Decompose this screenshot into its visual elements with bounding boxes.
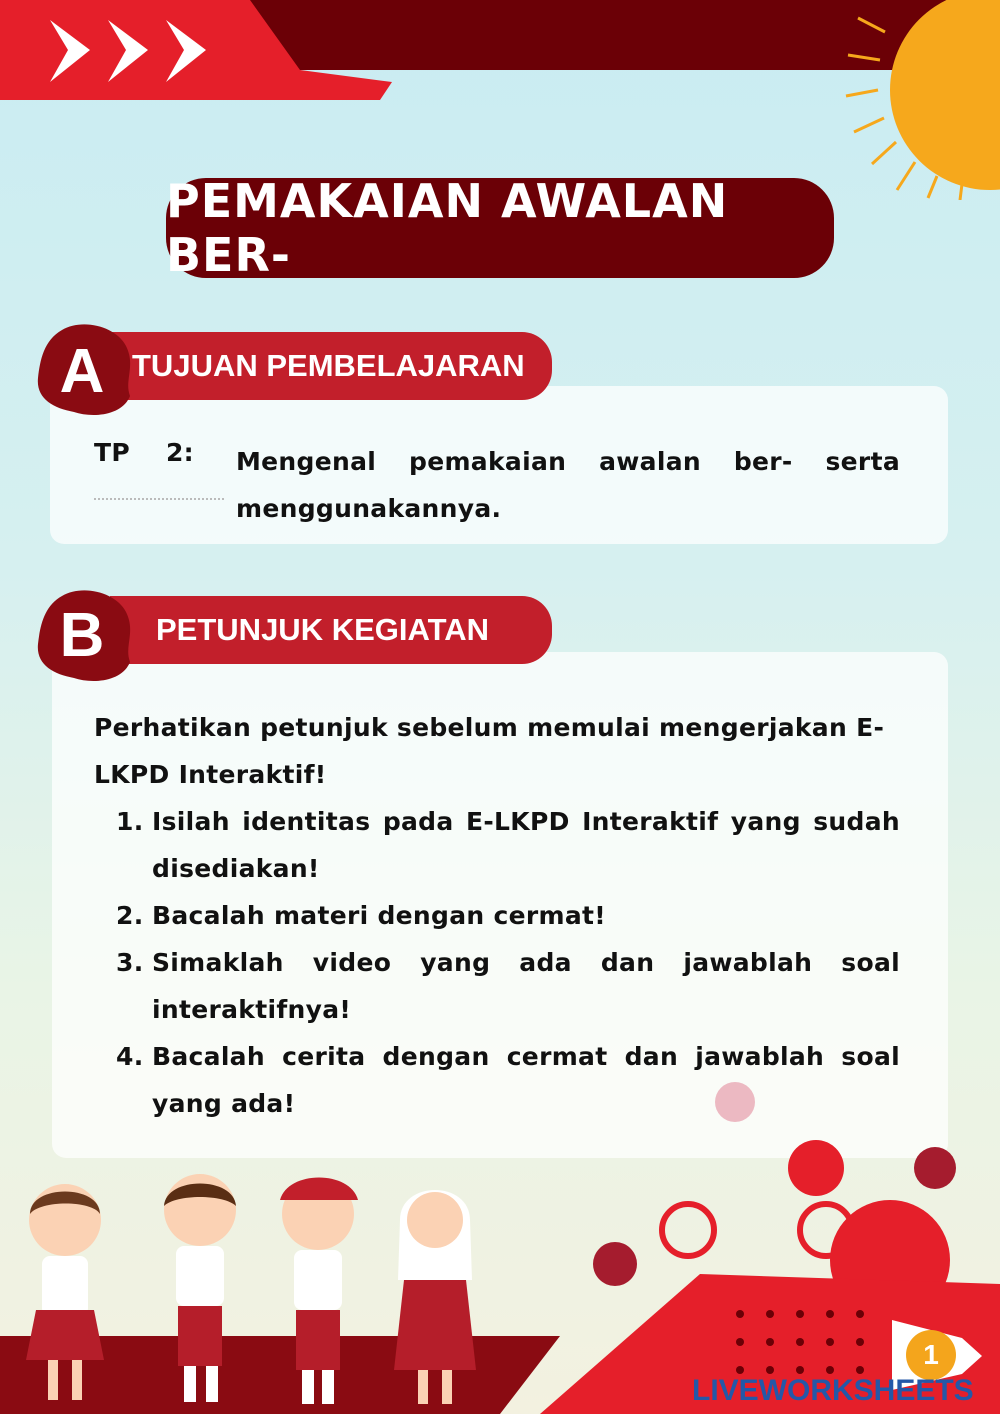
section-a-heading [110,332,552,400]
section-b-heading-text: PETUNJUK KEGIATAN [156,612,489,647]
list-item [112,798,900,892]
learning-objective [94,438,900,538]
section-b-heading [110,596,552,664]
section-b-letter: B [59,601,105,670]
list-item-number: 2. [116,901,144,930]
list-item-text: Bacalah cerita dengan cermat dan jawablah soal yang ada! [152,1042,900,1118]
list-item-number: 3. [116,948,144,977]
page-title [166,174,834,282]
liveworksheets-logo: LIVEWORKSHEETS [692,1374,974,1407]
page-number: 1 [906,1330,956,1380]
instructions-intro: Perhatikan petunjuk sebelum memulai mengerjakan E-LKPD Interaktif! [94,713,885,789]
list-item-number: 1. [116,807,144,836]
list-item [112,892,900,939]
instructions-list [112,798,900,1127]
page-title-text: PEMAKAIAN AWALAN BER- [166,174,729,282]
list-item [112,939,900,1033]
tp-text: Mengenal pemakaian awalan ber- serta menggunakannya. [236,447,900,523]
tp-label: TP 2: [94,438,194,467]
tp-dotted-line [94,498,224,500]
list-item-text: Simaklah video yang ada dan jawablah soal interaktifnya! [152,948,900,1024]
list-item-number: 4. [116,1042,144,1071]
section-a-heading-text: TUJUAN PEMBELAJARAN [132,348,525,383]
students-illustration [0,1170,540,1414]
section-a-letter: A [59,337,105,406]
list-item-text: Bacalah materi dengan cermat! [152,901,606,930]
list-item-text: Isilah identitas pada E-LKPD Interaktif yang sudah disediakan! [152,807,900,883]
top-banner-graphic [0,0,1000,200]
